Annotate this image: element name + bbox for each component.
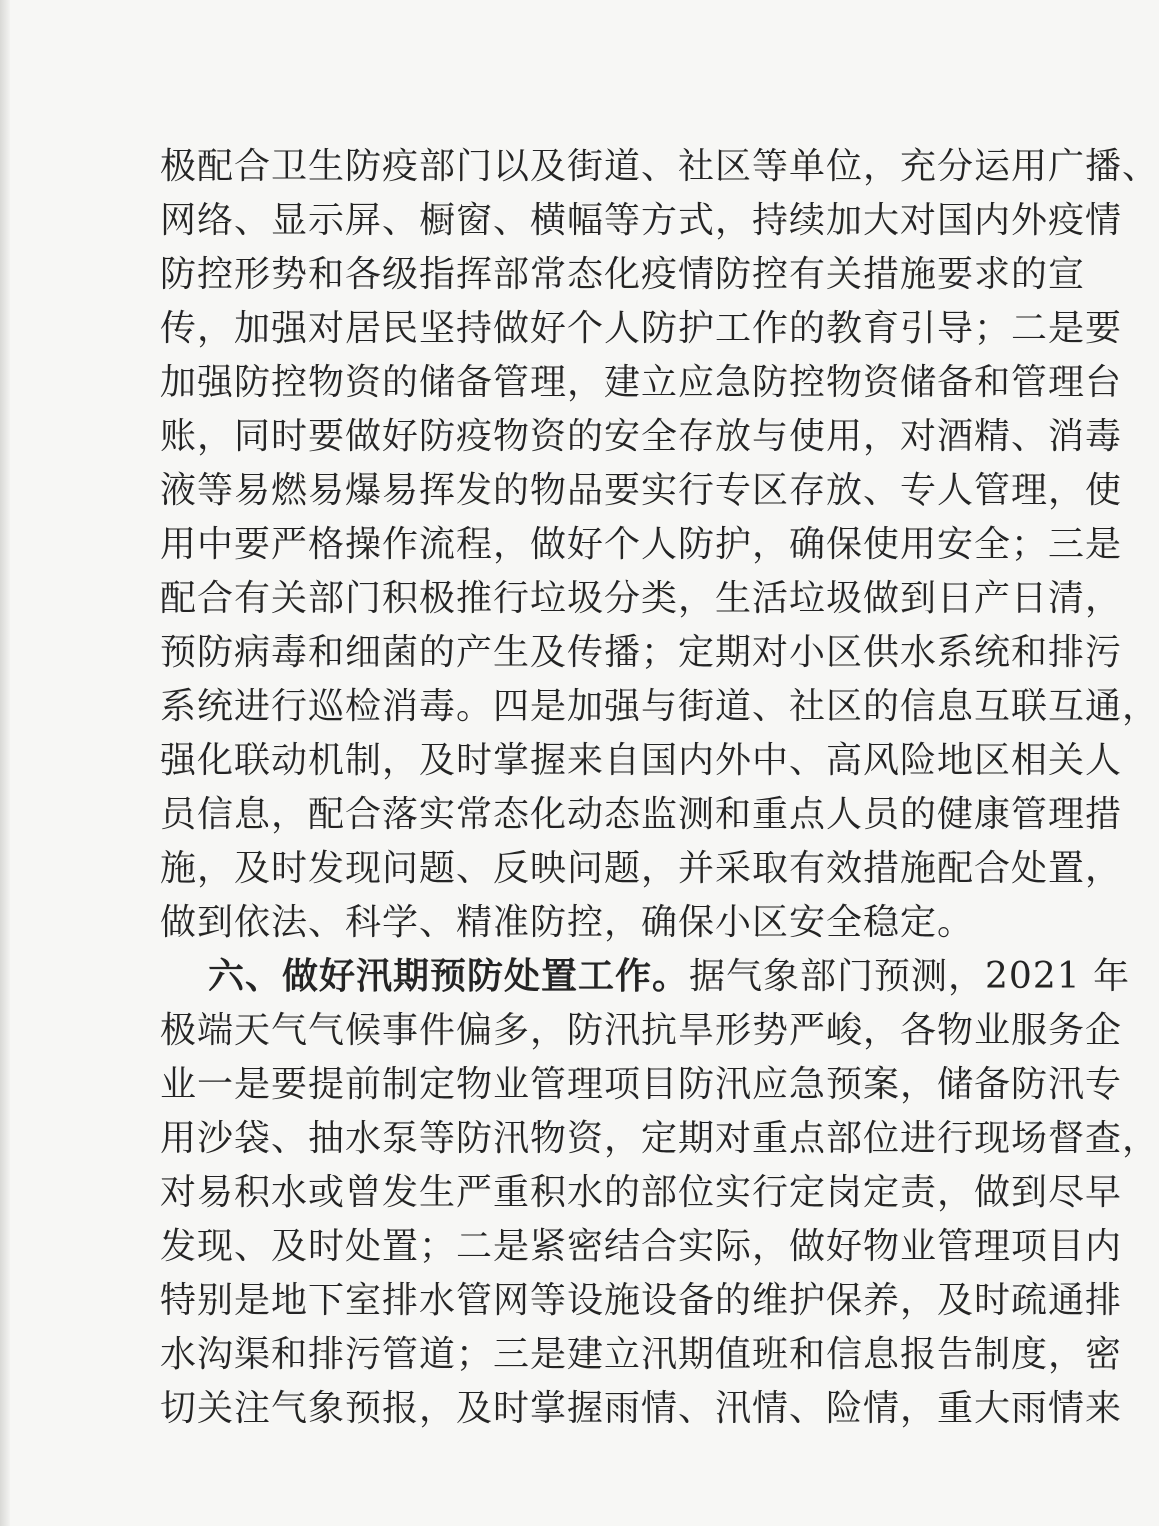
section-line: 特别是地下室排水管网等设施设备的维护保养，及时疏通排 [160, 1280, 1123, 1321]
section-line: 发现、及时处置；二是紧密结合实际，做好物业管理项目内 [160, 1226, 1123, 1267]
body-line: 员信息，配合落实常态化动态监测和重点人员的健康管理措 [160, 794, 1123, 835]
body-line: 防控形势和各级指挥部常态化疫情防控有关措施要求的宣 [160, 254, 1086, 295]
section-line: 用沙袋、抽水泵等防汛物资，定期对重点部位进行现场督查， [160, 1118, 1159, 1159]
body-line: 用中要严格操作流程，做好个人防护，确保使用安全；三是 [160, 524, 1123, 565]
body-line: 做到依法、科学、精准防控，确保小区安全稳定。 [160, 902, 975, 943]
section-first-line-rest: 据气象部门预测，2021 年 [689, 956, 1131, 997]
section-line: 对易积水或曾发生严重积水的部位实行定岗定责，做到尽早 [160, 1172, 1123, 1213]
body-line: 液等易燃易爆易挥发的物品要实行专区存放、专人管理，使 [160, 470, 1123, 511]
section-line: 极端天气气候事件偏多，防汛抗旱形势严峻，各物业服务企 [160, 1010, 1123, 1051]
section-line: 业一是要提前制定物业管理项目防汛应急预案，储备防汛专 [160, 1064, 1123, 1105]
body-line: 极配合卫生防疫部门以及街道、社区等单位，充分运用广播、 [160, 146, 1159, 187]
body-line: 配合有关部门积极推行垃圾分类，生活垃圾做到日产日清， [160, 578, 1123, 619]
section-heading: 六、做好汛期预防处置工作。 [208, 956, 690, 997]
body-line: 系统进行巡检消毒。四是加强与街道、社区的信息互联互通， [160, 686, 1159, 727]
body-line: 账，同时要做好防疫物资的安全存放与使用，对酒精、消毒 [160, 416, 1123, 457]
section-line: 切关注气象预报，及时掌握雨情、汛情、险情，重大雨情来 [160, 1388, 1123, 1429]
body-line: 网络、显示屏、橱窗、横幅等方式，持续加大对国内外疫情 [160, 200, 1123, 241]
body-line: 传，加强对居民坚持做好个人防护工作的教育引导；二是要 [160, 308, 1123, 349]
section-first-line [208, 953, 1131, 1001]
section-line: 水沟渠和排污管道；三是建立汛期值班和信息报告制度，密 [160, 1334, 1123, 1375]
body-line: 强化联动机制，及时掌握来自国内外中、高风险地区相关人 [160, 740, 1123, 781]
body-line: 施，及时发现问题、反映问题，并采取有效措施配合处置， [160, 848, 1123, 889]
body-line: 预防病毒和细菌的产生及传播；定期对小区供水系统和排污 [160, 632, 1123, 673]
body-line: 加强防控物资的储备管理，建立应急防控物资储备和管理台 [160, 362, 1123, 403]
